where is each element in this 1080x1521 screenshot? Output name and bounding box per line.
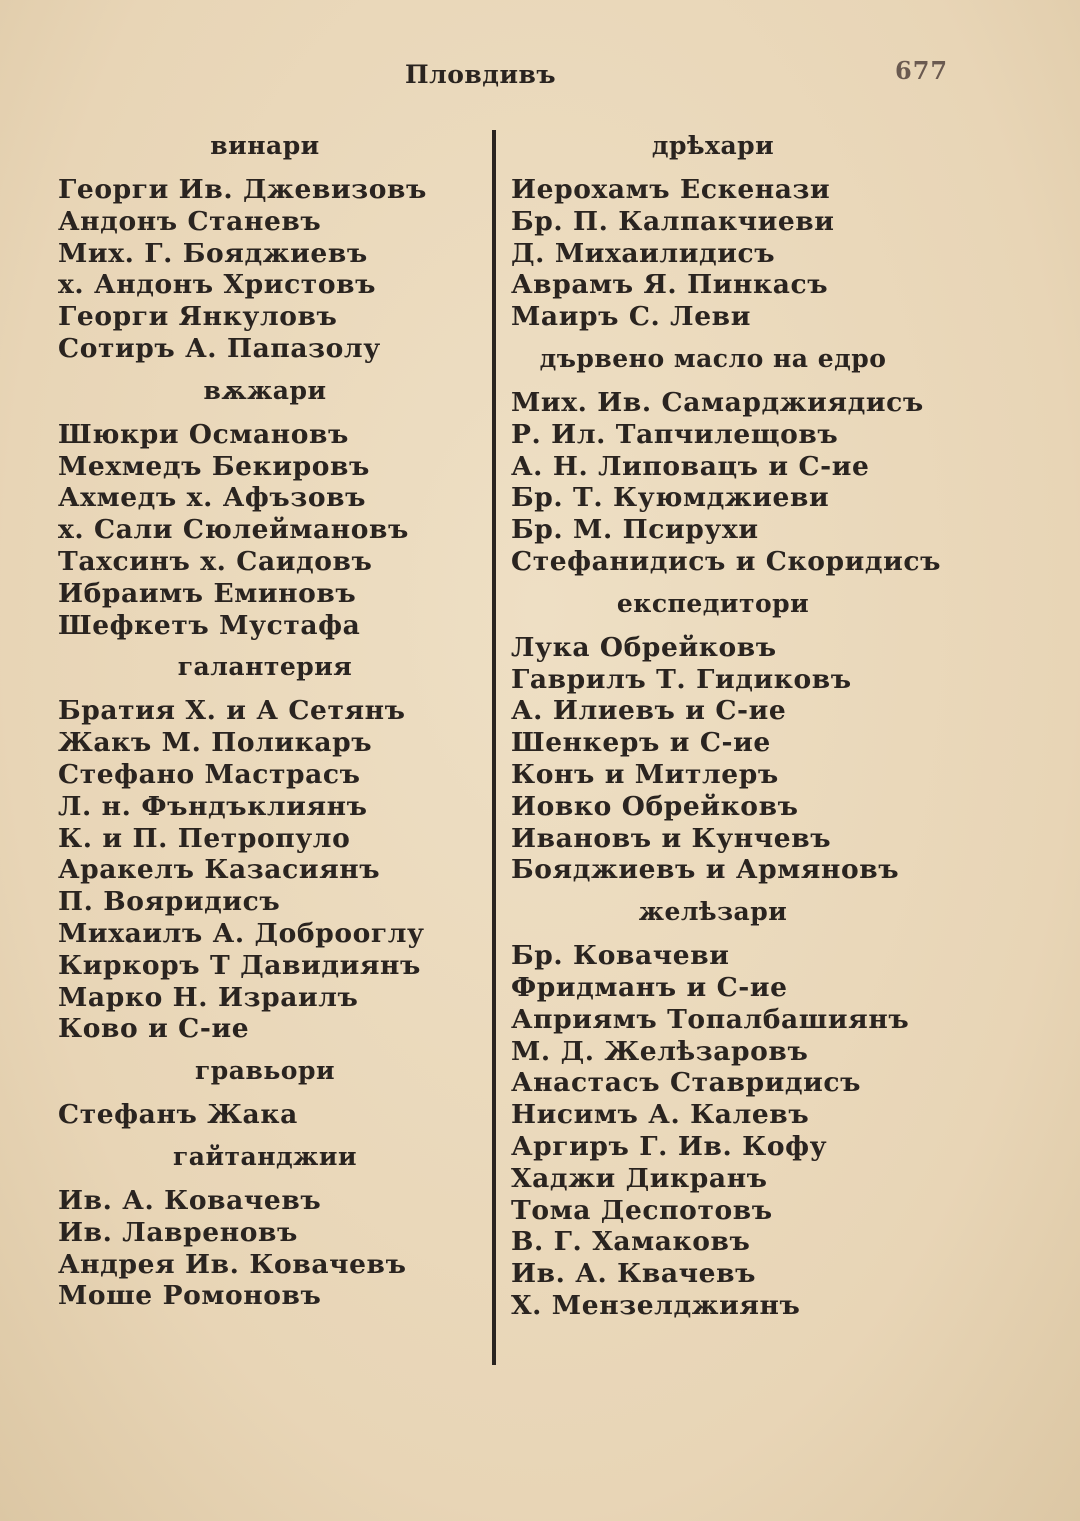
list-item: М. Д. Желѣзаровъ <box>511 1035 809 1067</box>
list-item: Д. Михаилидисъ <box>511 237 776 269</box>
list-item: Маиръ С. Леви <box>511 301 751 333</box>
list-item: Стефанъ Жака <box>58 1099 298 1131</box>
list-item: Георги Ив. Джевизовъ <box>58 174 427 205</box>
list-item: х. Андонъ Христовъ <box>58 269 377 301</box>
list-item: Киркоръ Т Давидиянъ <box>58 949 421 981</box>
list-item: х. Сали Сюлеймановъ <box>58 514 409 546</box>
list-item: Р. Ил. Тапчилещовъ <box>511 418 839 450</box>
category-section <box>503 128 923 333</box>
list-item: Сотиръ А. Папазолу <box>58 332 381 364</box>
list-item: Жакъ М. Поликаръ <box>58 727 373 759</box>
category-section <box>503 586 923 886</box>
list-item: Аракелъ Казасиянъ <box>58 854 381 886</box>
list-item: Аврамъ Я. Пинкасъ <box>511 269 829 301</box>
entry-list <box>50 1099 480 1131</box>
list-item: В. Г. Хамаковъ <box>511 1226 751 1258</box>
category-heading: дървено масло на едро <box>539 343 887 373</box>
list-item: Ив. А. Квачевъ <box>511 1258 757 1290</box>
category-heading: гайтанджии <box>172 1141 358 1171</box>
list-item: Иерохамъ Ескенази <box>511 174 831 205</box>
list-item: Стефано Мастрасъ <box>58 758 361 790</box>
entry-list <box>50 695 480 1045</box>
list-item: Ково и С-ие <box>58 1013 250 1045</box>
list-item: Тахсинъ х. Саидовъ <box>58 545 373 577</box>
list-item: Бояджиевъ и Армяновъ <box>511 854 900 886</box>
list-item: Анастасъ Ставридисъ <box>511 1067 862 1099</box>
category-heading: винари <box>210 131 320 160</box>
entry-list <box>503 386 942 578</box>
list-item: А. Н. Липовацъ и С-ие <box>511 450 870 482</box>
list-item: Шюкри Османовъ <box>58 418 349 450</box>
entry-list <box>503 940 923 1322</box>
category-section <box>50 1053 480 1131</box>
right-column <box>503 120 942 1322</box>
page-header <box>0 52 1080 102</box>
list-item: Тома Деспотовъ <box>511 1194 773 1226</box>
list-item: Ахмедъ х. Афъзовъ <box>58 482 367 514</box>
list-item: Иовко Обрейковъ <box>511 790 799 822</box>
list-item: Гаврилъ Т. Гидиковъ <box>511 663 852 695</box>
list-item: К. и П. Петропуло <box>58 822 351 854</box>
list-item: Андонъ Станевъ <box>58 205 322 237</box>
list-item: Андрея Ив. Ковачевъ <box>58 1248 407 1280</box>
list-item: Марко Н. Израилъ <box>58 981 359 1013</box>
list-item: Братия Х. и А Сетянъ <box>58 695 406 727</box>
entry-list <box>50 1185 480 1312</box>
page-title: Пловдивъ <box>405 60 557 89</box>
list-item: Михаилъ А. Доброоглу <box>58 917 425 949</box>
category-section <box>50 649 480 1045</box>
page-number: 677 <box>895 56 949 85</box>
list-item: Бр. Т. Куюмджиеви <box>511 482 830 514</box>
entry-list <box>50 174 480 365</box>
list-item: А. Илиевъ и С-ие <box>511 695 787 727</box>
list-item: Х. Мензелджиянъ <box>511 1289 801 1321</box>
column-divider <box>492 130 496 1365</box>
list-item: Моше Ромоновъ <box>58 1280 322 1312</box>
list-item: Лука Обрейковъ <box>511 631 777 663</box>
left-column <box>50 120 480 1312</box>
list-item: Конъ и Митлеръ <box>511 758 779 790</box>
list-item: Шефкетъ Мустафа <box>58 609 361 641</box>
list-item: Нисимъ А. Калевъ <box>511 1099 810 1131</box>
category-section <box>50 373 480 642</box>
category-heading: желѣзари <box>638 897 788 927</box>
list-item: Георги Янкуловъ <box>58 301 338 333</box>
entry-list <box>50 419 480 642</box>
list-item: Бр. П. Калпакчиеви <box>511 205 835 237</box>
list-item: Л. н. Фъндъклиянъ <box>58 790 368 822</box>
category-heading: дрѣхари <box>651 131 775 160</box>
list-item: Бр. Ковачеви <box>511 940 730 972</box>
category-heading: галантерия <box>177 652 353 682</box>
list-item: Априямъ Топалбашиянъ <box>511 1003 910 1035</box>
list-item: Мих. Ив. Самарджиядисъ <box>511 386 924 418</box>
category-section <box>50 128 480 365</box>
list-item: Ив. Лавреновъ <box>58 1216 298 1248</box>
category-section <box>50 1139 480 1312</box>
list-item: Ивановъ и Кунчевъ <box>511 822 832 854</box>
list-item: Ив. А. Ковачевъ <box>58 1184 322 1216</box>
list-item: Шенкеръ и С-ие <box>511 727 771 759</box>
list-item: Мих. Г. Бояджиевъ <box>58 237 368 269</box>
list-item: Ибраимъ Еминовъ <box>58 577 357 609</box>
category-section <box>503 894 923 1322</box>
category-section <box>503 341 942 578</box>
list-item: Хаджи Дикранъ <box>511 1162 768 1194</box>
category-heading: гравьори <box>194 1056 336 1086</box>
list-item: Мехмедъ Бекировъ <box>58 450 370 482</box>
list-item: Стефанидисъ и Скоридисъ <box>511 545 942 577</box>
list-item: Фридманъ и С-ие <box>511 971 788 1003</box>
list-item: Аргиръ Г. Ив. Кофу <box>511 1130 828 1162</box>
category-heading: вѫжари <box>203 375 327 405</box>
list-item: Бр. М. Псирухи <box>511 514 759 546</box>
entry-list <box>503 174 923 333</box>
entry-list <box>503 632 923 886</box>
category-heading: експедитори <box>616 588 810 618</box>
list-item: П. Вояридисъ <box>58 886 281 918</box>
